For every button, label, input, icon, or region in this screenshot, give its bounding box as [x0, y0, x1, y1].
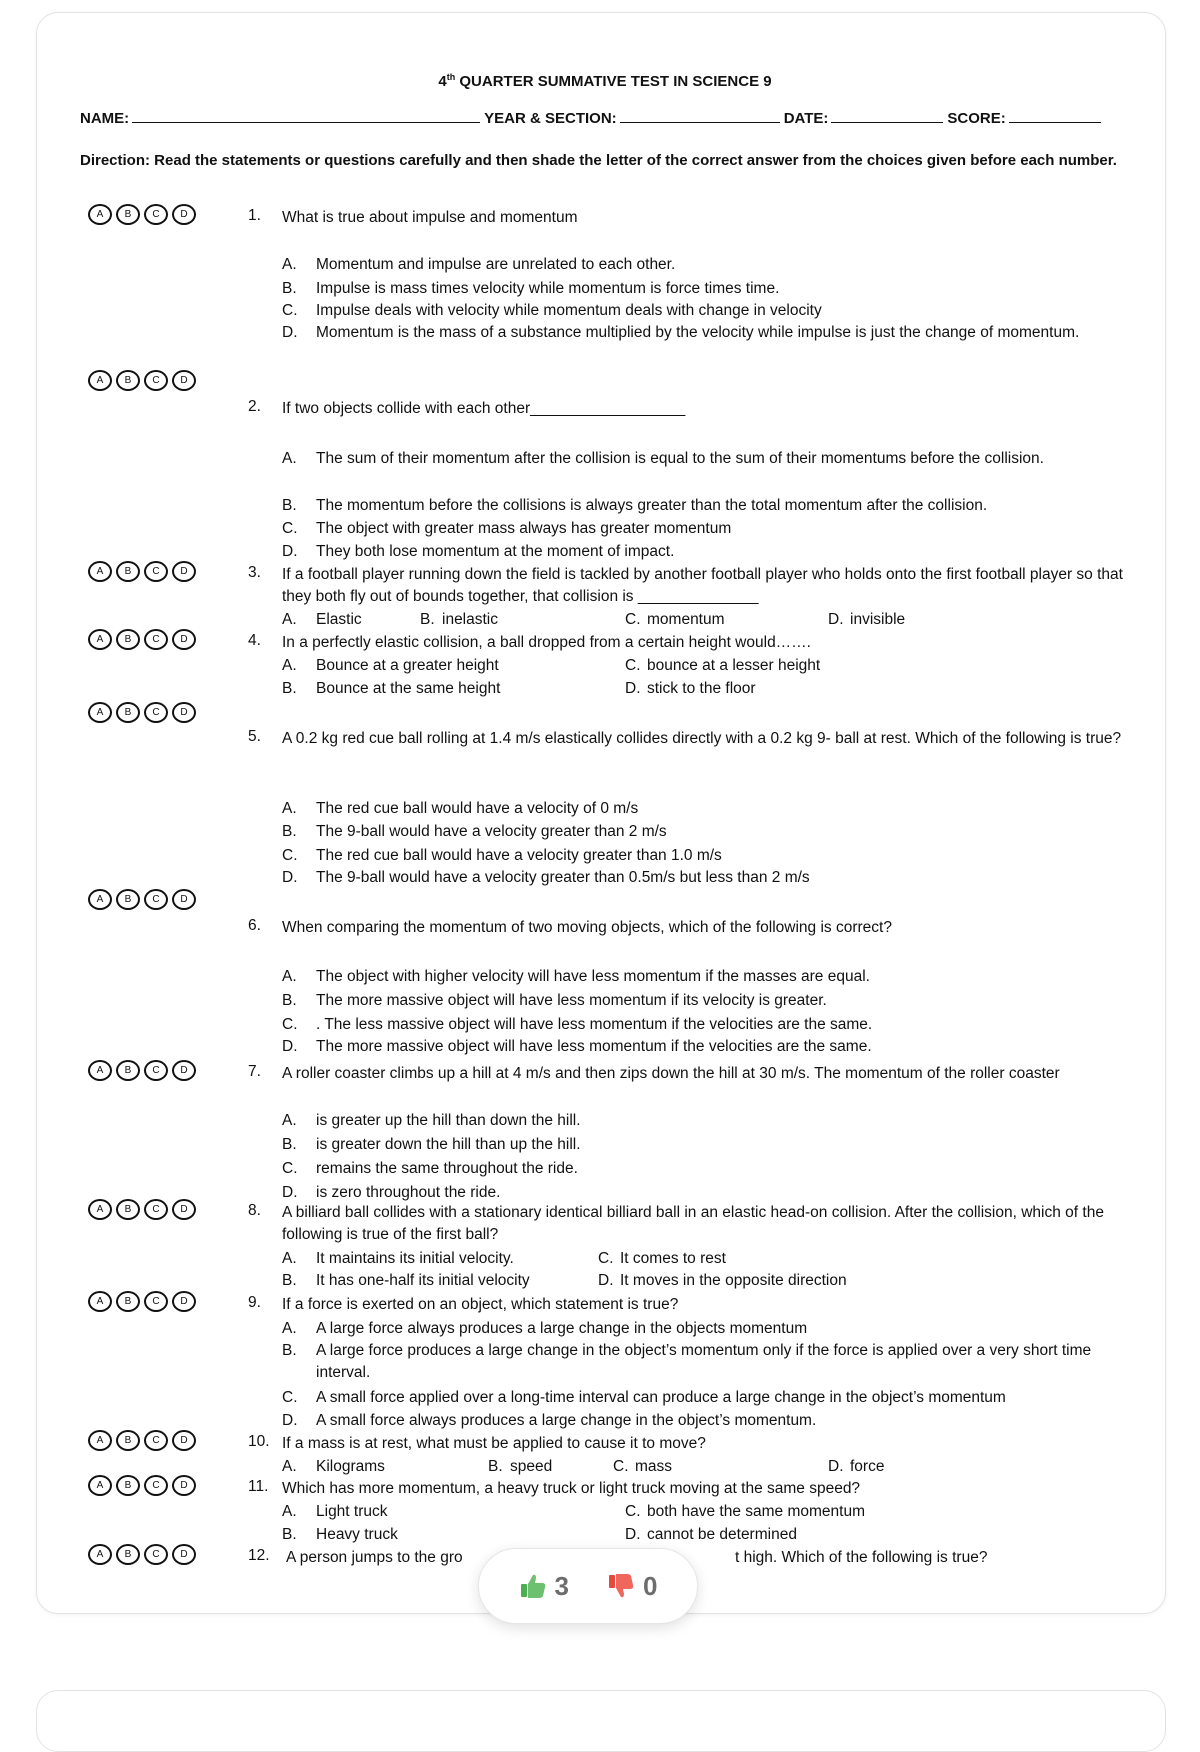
- option-text: speed: [510, 1458, 553, 1475]
- answer-bubble-c[interactable]: C: [144, 1060, 168, 1081]
- question-list: [80, 0, 1130, 1600]
- option-text: Elastic: [316, 611, 362, 628]
- question-text: Which has more momentum, a heavy truck or light truck moving at the same speed?: [282, 1480, 861, 1497]
- answer-bubbles: [88, 1544, 196, 1565]
- option-letter: D.: [282, 869, 298, 886]
- option-text: Impulse is mass times velocity while momentum is force times time.: [316, 280, 780, 297]
- answer-bubble-a[interactable]: A: [88, 629, 112, 650]
- question-number: 8.: [248, 1202, 261, 1219]
- option-text: Bounce at a greater height: [316, 657, 499, 674]
- answer-option: [282, 1340, 1127, 1384]
- answer-bubbles: [88, 1060, 196, 1081]
- question-text: If a force is exerted on an object, which statement is true?: [282, 1296, 679, 1313]
- question-text-left: A person jumps to the gro: [286, 1549, 463, 1566]
- question-text: If a mass is at rest, what must be applied to cause it to move?: [282, 1435, 706, 1452]
- answer-option: [282, 278, 779, 300]
- answer-bubble-c[interactable]: C: [144, 702, 168, 723]
- answer-option: [828, 609, 905, 631]
- answer-bubble-b[interactable]: B: [116, 370, 140, 391]
- year-section-label: YEAR & SECTION:: [484, 110, 617, 127]
- answer-option: [282, 966, 870, 988]
- option-letter: C.: [625, 657, 641, 674]
- option-text: It comes to rest: [620, 1250, 726, 1267]
- option-letter: D.: [828, 611, 844, 628]
- option-text: The object with greater mass always has greater momentum: [316, 520, 732, 537]
- option-letter: C.: [598, 1250, 614, 1267]
- option-text: Heavy truck: [316, 1526, 398, 1543]
- answer-option: [282, 518, 731, 540]
- option-text: is zero throughout the ride.: [316, 1184, 501, 1201]
- question-text: A billiard ball collides with a stationary identical billiard ball in an elastic head-on collision. After the collision, which of the following is true of the first ball?: [282, 1204, 1104, 1243]
- answer-bubble-d[interactable]: D: [172, 1291, 196, 1312]
- option-letter: A.: [282, 256, 297, 273]
- answer-bubble-b[interactable]: B: [116, 561, 140, 582]
- option-text: The 9-ball would have a velocity greater than 2 m/s: [316, 823, 667, 840]
- answer-bubble-c[interactable]: C: [144, 1199, 168, 1220]
- answer-bubble-d[interactable]: D: [172, 702, 196, 723]
- dislike-button[interactable]: [607, 1571, 657, 1602]
- title-superscript: th: [446, 72, 456, 82]
- answer-option: [625, 655, 820, 677]
- title-number: 4: [438, 73, 447, 90]
- option-text: The sum of their momentum after the collision is equal to the sum of their momentums before the collision.: [316, 450, 1044, 467]
- option-text: A large force produces a large change in the object’s momentum only if the force is applied over a very short time interval.: [316, 1342, 1092, 1381]
- question-number: 7.: [248, 1063, 261, 1080]
- question-text: If two objects collide with each other__________________: [282, 400, 686, 417]
- answer-option: [282, 990, 827, 1012]
- answer-option: [282, 495, 987, 517]
- option-letter: D.: [282, 1038, 298, 1055]
- answer-bubble-a[interactable]: A: [88, 1475, 112, 1496]
- directions: Direction: Read the statements or questions carefully and then shade the letter of the correct answer from the choices given before each number.: [80, 152, 1117, 169]
- answer-option: [282, 1110, 581, 1132]
- answer-option: [282, 300, 822, 322]
- answer-bubble-a[interactable]: A: [88, 1199, 112, 1220]
- answer-option: [420, 609, 498, 631]
- question-text: In a perfectly elastic collision, a ball dropped from a certain height would…….: [282, 634, 811, 651]
- option-text: The object with higher velocity will have less momentum if the masses are equal.: [316, 968, 870, 985]
- question-text: A 0.2 kg red cue ball rolling at 1.4 m/s elastically collides directly with a 0.2 kg 9- ball at rest. Which of the following is true?: [282, 730, 1122, 747]
- answer-option: [598, 1270, 847, 1292]
- answer-bubbles: [88, 561, 196, 582]
- answer-option: [282, 541, 674, 563]
- option-text: Momentum and impulse are unrelated to each other.: [316, 256, 676, 273]
- answer-bubble-c[interactable]: C: [144, 629, 168, 650]
- option-letter: B.: [420, 611, 435, 628]
- option-text: Bounce at the same height: [316, 680, 501, 697]
- answer-bubbles: [88, 702, 196, 723]
- option-text: Kilograms: [316, 1458, 385, 1475]
- answer-option: [828, 1456, 884, 1478]
- option-letter: A.: [282, 1503, 297, 1520]
- option-text: It maintains its initial velocity.: [316, 1250, 514, 1267]
- option-text: The more massive object will have less momentum if its velocity is greater.: [316, 992, 827, 1009]
- option-text: A small force applied over a long-time interval can produce a large change in the object’s momentum: [316, 1389, 1006, 1406]
- answer-bubble-b[interactable]: B: [116, 1475, 140, 1496]
- option-letter: A.: [282, 1320, 297, 1337]
- name-label: NAME:: [80, 110, 130, 127]
- answer-option: [598, 1248, 726, 1270]
- answer-bubble-a[interactable]: A: [88, 1430, 112, 1451]
- answer-bubble-a[interactable]: A: [88, 1291, 112, 1312]
- answer-option: [613, 1456, 672, 1478]
- thumbs-up-icon: [519, 1572, 547, 1600]
- option-text: Light truck: [316, 1503, 388, 1520]
- option-text: A small force always produces a large change in the object’s momentum.: [316, 1412, 817, 1429]
- answer-bubble-b[interactable]: B: [116, 1060, 140, 1081]
- question-text: A roller coaster climbs up a hill at 4 m/s and then zips down the hill at 30 m/s. The momentum of the roller coaster: [282, 1065, 1060, 1082]
- answer-bubble-b[interactable]: B: [116, 204, 140, 225]
- answer-bubble-b[interactable]: B: [116, 629, 140, 650]
- option-text: The 9-ball would have a velocity greater than 0.5m/s but less than 2 m/s: [316, 869, 810, 886]
- question-number: 9.: [248, 1294, 261, 1311]
- option-text: inelastic: [442, 611, 498, 628]
- answer-option: [625, 678, 756, 700]
- option-letter: B.: [282, 992, 297, 1009]
- answer-bubble-c[interactable]: C: [144, 1544, 168, 1565]
- answer-option: [282, 1524, 398, 1546]
- answer-option: [282, 1248, 514, 1270]
- answer-option: [282, 609, 362, 631]
- answer-option: [282, 322, 1127, 344]
- option-text: stick to the floor: [647, 680, 756, 697]
- answer-bubble-c[interactable]: C: [144, 370, 168, 391]
- answer-bubble-c[interactable]: C: [144, 1291, 168, 1312]
- answer-option: [282, 1182, 500, 1204]
- option-letter: C.: [625, 1503, 641, 1520]
- option-text: cannot be determined: [647, 1526, 797, 1543]
- option-letter: A.: [282, 1112, 297, 1129]
- answer-bubble-b[interactable]: B: [116, 1544, 140, 1565]
- option-letter: C.: [625, 611, 641, 628]
- option-letter: B.: [282, 823, 297, 840]
- option-letter: D.: [282, 543, 298, 560]
- option-text: The red cue ball would have a velocity greater than 1.0 m/s: [316, 847, 722, 864]
- option-letter: B.: [282, 280, 297, 297]
- option-letter: A.: [282, 800, 297, 817]
- option-letter: C.: [613, 1458, 629, 1475]
- answer-option: [282, 1134, 581, 1156]
- option-text: is greater up the hill than down the hill.: [316, 1112, 581, 1129]
- option-text: It has one-half its initial velocity: [316, 1272, 530, 1289]
- question-text: When comparing the momentum of two moving objects, which of the following is correct?: [282, 919, 892, 936]
- answer-bubbles: [88, 204, 196, 225]
- like-count: 3: [554, 1570, 569, 1601]
- dislike-count: 0: [643, 1570, 658, 1601]
- answer-bubble-c[interactable]: C: [144, 1475, 168, 1496]
- thumbs-down-icon: [607, 1572, 635, 1600]
- answer-option: [625, 1501, 865, 1523]
- question-number: 10.: [248, 1433, 270, 1450]
- answer-bubble-d[interactable]: D: [172, 889, 196, 910]
- answer-bubble-a[interactable]: A: [88, 889, 112, 910]
- option-letter: C.: [282, 1016, 298, 1033]
- answer-option: [282, 867, 810, 889]
- answer-bubble-b[interactable]: B: [116, 1430, 140, 1451]
- question-text-right: t high. Which of the following is true?: [735, 1549, 988, 1566]
- answer-bubble-c[interactable]: C: [144, 561, 168, 582]
- like-button[interactable]: [519, 1571, 569, 1602]
- answer-bubble-c[interactable]: C: [144, 1430, 168, 1451]
- answer-bubble-d[interactable]: D: [172, 370, 196, 391]
- answer-bubble-d[interactable]: D: [172, 1475, 196, 1496]
- question-number: 3.: [248, 564, 261, 581]
- option-text: A large force always produces a large change in the objects momentum: [316, 1320, 808, 1337]
- answer-bubbles: [88, 629, 196, 650]
- answer-option: [282, 1501, 388, 1523]
- answer-bubble-d[interactable]: D: [172, 561, 196, 582]
- option-letter: D.: [282, 324, 298, 341]
- answer-option: [282, 798, 638, 820]
- option-text: force: [850, 1458, 885, 1475]
- option-letter: C.: [282, 1160, 298, 1177]
- answer-bubble-c[interactable]: C: [144, 889, 168, 910]
- option-text: The momentum before the collisions is always greater than the total momentum after the collision.: [316, 497, 988, 514]
- question-text: What is true about impulse and momentum: [282, 209, 578, 226]
- option-letter: D.: [625, 1526, 641, 1543]
- answer-option: [282, 1318, 807, 1340]
- answer-option: [282, 1410, 816, 1432]
- answer-bubble-c[interactable]: C: [144, 204, 168, 225]
- reaction-bar: [478, 1548, 698, 1624]
- answer-option: [282, 1270, 530, 1292]
- answer-bubble-d[interactable]: D: [172, 1544, 196, 1565]
- option-letter: B.: [488, 1458, 503, 1475]
- answer-option: [282, 254, 675, 276]
- answer-bubble-a[interactable]: A: [88, 370, 112, 391]
- option-letter: A.: [282, 968, 297, 985]
- option-letter: D.: [625, 680, 641, 697]
- option-text: . The less massive object will have less momentum if the velocities are the same.: [316, 1016, 873, 1033]
- option-letter: A.: [282, 1250, 297, 1267]
- answer-bubble-d[interactable]: D: [172, 204, 196, 225]
- answer-bubbles: [88, 1291, 196, 1312]
- question-number: 12.: [248, 1547, 270, 1564]
- option-text: both have the same momentum: [647, 1503, 865, 1520]
- option-letter: B.: [282, 1136, 297, 1153]
- answer-option: [282, 1036, 872, 1058]
- question-text: If a football player running down the field is tackled by another football player who holds onto the first football player so that they both fly out of bounds together, that collision is ______________: [282, 566, 1123, 605]
- question-number: 2.: [248, 398, 261, 415]
- answer-option: [282, 678, 500, 700]
- option-text: The red cue ball would have a velocity of 0 m/s: [316, 800, 639, 817]
- question-number: 4.: [248, 632, 261, 649]
- question-number: 6.: [248, 917, 261, 934]
- option-text: bounce at a lesser height: [647, 657, 821, 674]
- answer-bubble-d[interactable]: D: [172, 629, 196, 650]
- answer-bubble-a[interactable]: A: [88, 561, 112, 582]
- answer-option: [625, 1524, 797, 1546]
- option-text: The more massive object will have less momentum if the velocities are the same.: [316, 1038, 872, 1055]
- option-letter: D.: [598, 1272, 614, 1289]
- answer-bubble-a[interactable]: A: [88, 1544, 112, 1565]
- answer-option: [282, 1014, 872, 1036]
- answer-bubbles: [88, 1199, 196, 1220]
- answer-bubble-a[interactable]: A: [88, 702, 112, 723]
- option-letter: B.: [282, 1272, 297, 1289]
- option-text: They both lose momentum at the moment of impact.: [316, 543, 675, 560]
- option-text: mass: [635, 1458, 673, 1475]
- option-letter: C.: [282, 847, 298, 864]
- score-label: SCORE:: [947, 110, 1006, 127]
- option-letter: D.: [282, 1412, 298, 1429]
- option-letter: B.: [282, 680, 297, 697]
- answer-bubbles: [88, 370, 196, 391]
- title-text: QUARTER SUMMATIVE TEST IN SCIENCE 9: [455, 73, 772, 90]
- answer-bubbles: [88, 1430, 196, 1451]
- option-letter: D.: [828, 1458, 844, 1475]
- answer-bubble-d[interactable]: D: [172, 1060, 196, 1081]
- option-letter: C.: [282, 1389, 298, 1406]
- option-letter: B.: [282, 1526, 297, 1543]
- question-number: 5.: [248, 728, 261, 745]
- option-text: It moves in the opposite direction: [620, 1272, 847, 1289]
- answer-option: [282, 1456, 385, 1478]
- option-letter: A.: [282, 450, 297, 467]
- option-text: invisible: [850, 611, 906, 628]
- answer-option: [282, 448, 1127, 470]
- answer-bubble-a[interactable]: A: [88, 204, 112, 225]
- date-label: DATE:: [783, 110, 829, 127]
- question-number: 11.: [248, 1478, 269, 1495]
- answer-bubble-d[interactable]: D: [172, 1199, 196, 1220]
- answer-option: [282, 655, 499, 677]
- answer-bubble-b[interactable]: B: [116, 1291, 140, 1312]
- option-text: Momentum is the mass of a substance multiplied by the velocity while impulse is just the change of momentum.: [316, 324, 1080, 341]
- answer-option: [282, 845, 722, 867]
- option-letter: C.: [282, 302, 298, 319]
- answer-bubble-d[interactable]: D: [172, 1430, 196, 1451]
- answer-option: [488, 1456, 552, 1478]
- question-number: 1.: [248, 207, 261, 224]
- option-letter: C.: [282, 520, 298, 537]
- option-text: momentum: [647, 611, 725, 628]
- answer-option: [625, 609, 725, 631]
- answer-option: [282, 1158, 578, 1180]
- option-letter: B.: [282, 1342, 297, 1359]
- answer-option: [282, 1387, 1006, 1409]
- option-text: remains the same throughout the ride.: [316, 1160, 578, 1177]
- answer-bubble-a[interactable]: A: [88, 1060, 112, 1081]
- option-letter: A.: [282, 1458, 297, 1475]
- answer-option: [282, 821, 667, 843]
- option-letter: D.: [282, 1184, 298, 1201]
- option-letter: A.: [282, 657, 297, 674]
- option-text: is greater down the hill than up the hill.: [316, 1136, 581, 1153]
- option-letter: A.: [282, 611, 297, 628]
- option-letter: B.: [282, 497, 297, 514]
- option-text: Impulse deals with velocity while momentum deals with change in velocity: [316, 302, 822, 319]
- answer-bubble-b[interactable]: B: [116, 889, 140, 910]
- next-document-card: [36, 1690, 1166, 1752]
- answer-bubbles: [88, 1475, 196, 1496]
- answer-bubbles: [88, 889, 196, 910]
- answer-bubble-b[interactable]: B: [116, 702, 140, 723]
- answer-bubble-b[interactable]: B: [116, 1199, 140, 1220]
